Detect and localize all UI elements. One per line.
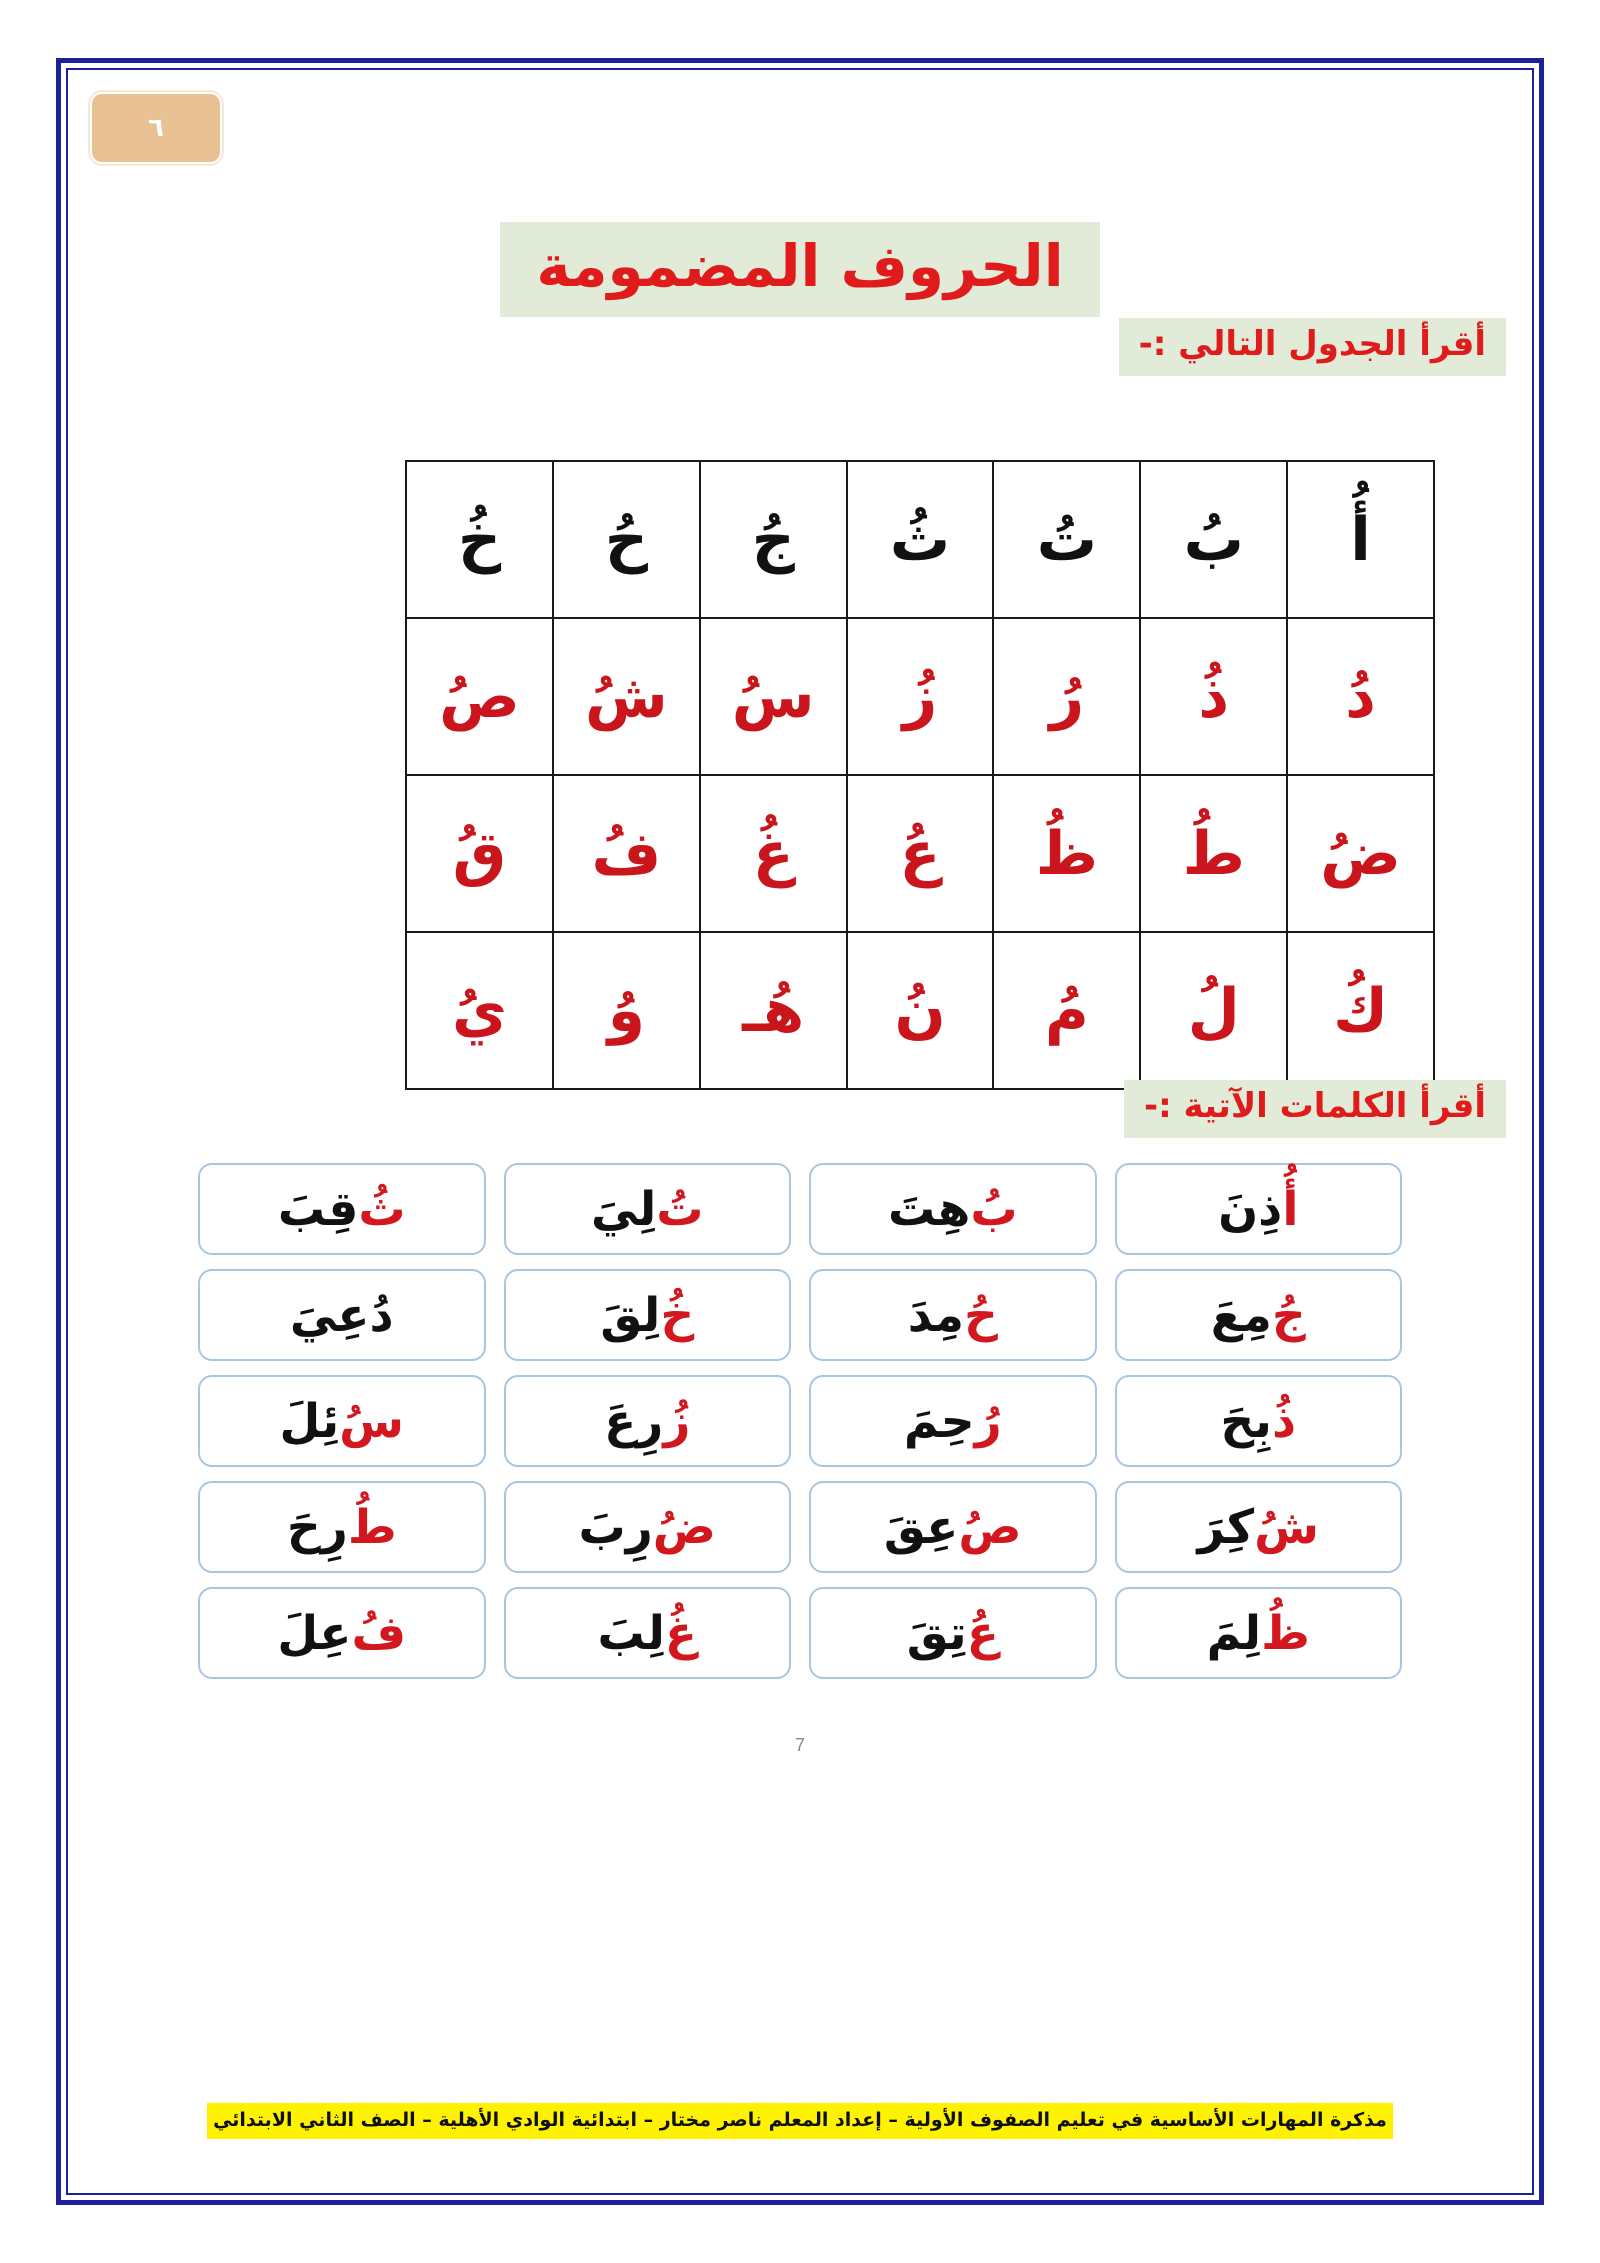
- word-card-rest: لِمَ: [1206, 1605, 1262, 1661]
- word-card-lead-letter: غُ: [664, 1605, 698, 1661]
- letter-cell: كُ: [1287, 932, 1434, 1089]
- word-card-rest: مِدَ: [907, 1287, 964, 1343]
- letter-cell: زُ: [847, 618, 994, 775]
- word-card-rest: رِحَ: [286, 1499, 348, 1555]
- word-card: [1115, 1269, 1403, 1361]
- word-card: [504, 1163, 792, 1255]
- word-card-rest: قِبَ: [277, 1181, 359, 1237]
- footer-credit: مذكرة المهارات الأساسية في تعليم الصفوف الأولية – إعداد المعلم ناصر مختار – ابتدائية الوادي الأهلية – الصف الثاني الابتدائي: [207, 2103, 1393, 2139]
- word-card-rest: ئِلَ: [279, 1393, 340, 1449]
- word-card-rest: حِمَ: [903, 1393, 975, 1449]
- letter-cell: نُ: [847, 932, 994, 1089]
- word-card-rest: رِعَ: [604, 1393, 664, 1449]
- word-card-lead-letter: ظُ: [1261, 1605, 1310, 1661]
- word-card-lead-letter: ضُ: [652, 1499, 717, 1555]
- word-card-lead-letter: رُ: [974, 1393, 1002, 1449]
- page-title-wrap: [80, 222, 1520, 317]
- letter-cell: ضُ: [1287, 775, 1434, 932]
- word-card-lead-letter: فُ: [351, 1605, 407, 1661]
- footer-wrap: [80, 2103, 1520, 2139]
- letters-table: [405, 460, 1435, 1090]
- letter-cell: سُ: [700, 618, 847, 775]
- letter-cell: حُ: [553, 461, 700, 618]
- letter-cell: عُ: [847, 775, 994, 932]
- word-card: [504, 1481, 792, 1573]
- word-card-rest: كِرَ: [1197, 1499, 1255, 1555]
- word-card-lead-letter: بُ: [970, 1181, 1018, 1237]
- word-card: [198, 1481, 486, 1573]
- word-card: [1115, 1163, 1403, 1255]
- letter-cell: لُ: [1140, 932, 1287, 1089]
- word-card-lead-letter: ثُ: [358, 1181, 406, 1237]
- letter-cell: رُ: [993, 618, 1140, 775]
- word-card-rest: هِتَ: [887, 1181, 971, 1237]
- word-card-rest: عِيَ: [289, 1287, 370, 1343]
- letters-table-row: [406, 775, 1434, 932]
- letter-cell: فُ: [553, 775, 700, 932]
- word-card-rest: عِقَ: [883, 1499, 959, 1555]
- small-page-number: 7: [794, 1735, 805, 1755]
- word-card-lead-letter: شُ: [1254, 1499, 1319, 1555]
- word-card: [504, 1375, 792, 1467]
- word-card-rest: مِعَ: [1210, 1287, 1272, 1343]
- word-card: [198, 1269, 486, 1361]
- word-card-lead-letter: تُ: [656, 1181, 704, 1237]
- word-card-lead-letter: أُ: [1282, 1181, 1299, 1237]
- word-card-lead-letter: صُ: [958, 1499, 1022, 1555]
- letter-cell: تُ: [993, 461, 1140, 618]
- instruction-read-words: أقرأ الكلمات الآتية :-: [1124, 1080, 1506, 1138]
- letter-cell: دُ: [1287, 618, 1434, 775]
- page-title: الحروف المضمومة: [500, 222, 1099, 317]
- letter-cell: جُ: [700, 461, 847, 618]
- word-card-rest: ذِنَ: [1218, 1181, 1283, 1237]
- word-card: [504, 1587, 792, 1679]
- word-card-lead-letter: طُ: [347, 1499, 397, 1555]
- letters-table-row: [406, 461, 1434, 618]
- word-card-lead-letter: حُ: [963, 1287, 998, 1343]
- word-card-lead-letter: زُ: [663, 1393, 691, 1449]
- word-card: [198, 1587, 486, 1679]
- letter-cell: يُ: [406, 932, 553, 1089]
- letter-cell: هُـ: [700, 932, 847, 1089]
- word-card-rest: رِبَ: [578, 1499, 653, 1555]
- word-card: [809, 1481, 1097, 1573]
- letter-cell: ظُ: [993, 775, 1140, 932]
- instruction-read-table: أقرأ الجدول التالي :-: [1119, 318, 1506, 376]
- word-card-rest: لِيَ: [591, 1181, 657, 1237]
- word-card: [1115, 1587, 1403, 1679]
- word-card: [198, 1163, 486, 1255]
- word-card-rest: عِلَ: [277, 1605, 352, 1661]
- word-card-lead-letter: جُ: [1271, 1287, 1306, 1343]
- word-card: [809, 1269, 1097, 1361]
- word-cards-grid: [198, 1163, 1402, 1679]
- letter-cell: بُ: [1140, 461, 1287, 618]
- word-card: [1115, 1375, 1403, 1467]
- word-card-lead-letter: عُ: [966, 1605, 999, 1661]
- word-card: [809, 1587, 1097, 1679]
- page-number-badge: [88, 90, 224, 166]
- letter-cell: وُ: [553, 932, 700, 1089]
- word-card: [198, 1375, 486, 1467]
- letters-table-row: [406, 618, 1434, 775]
- page-number-badge-text: ٦: [148, 113, 164, 143]
- word-card: [809, 1375, 1097, 1467]
- word-card-lead-letter: سُ: [339, 1393, 404, 1449]
- letter-cell: صُ: [406, 618, 553, 775]
- page-content: [80, 80, 1520, 2183]
- letter-cell: ثُ: [847, 461, 994, 618]
- word-card: [504, 1269, 792, 1361]
- word-card-lead-letter: دُ: [369, 1287, 394, 1343]
- word-card-lead-letter: ذُ: [1271, 1393, 1297, 1449]
- letter-cell: خُ: [406, 461, 553, 618]
- letter-cell: غُ: [700, 775, 847, 932]
- word-card: [809, 1163, 1097, 1255]
- letter-cell: مُ: [993, 932, 1140, 1089]
- word-card-lead-letter: خُ: [660, 1287, 695, 1343]
- word-card-rest: لِبَ: [597, 1605, 665, 1661]
- letter-cell: شُ: [553, 618, 700, 775]
- letters-table-row: [406, 932, 1434, 1089]
- word-card: [1115, 1481, 1403, 1573]
- word-card-rest: تِقَ: [906, 1605, 967, 1661]
- letter-cell: طُ: [1140, 775, 1287, 932]
- letters-table-body: [406, 461, 1434, 1089]
- letter-cell: قُ: [406, 775, 553, 932]
- letter-cell: ذُ: [1140, 618, 1287, 775]
- word-card-rest: لِقَ: [600, 1287, 661, 1343]
- letter-cell: أُ: [1287, 461, 1434, 618]
- word-card-rest: بِحَ: [1220, 1393, 1272, 1449]
